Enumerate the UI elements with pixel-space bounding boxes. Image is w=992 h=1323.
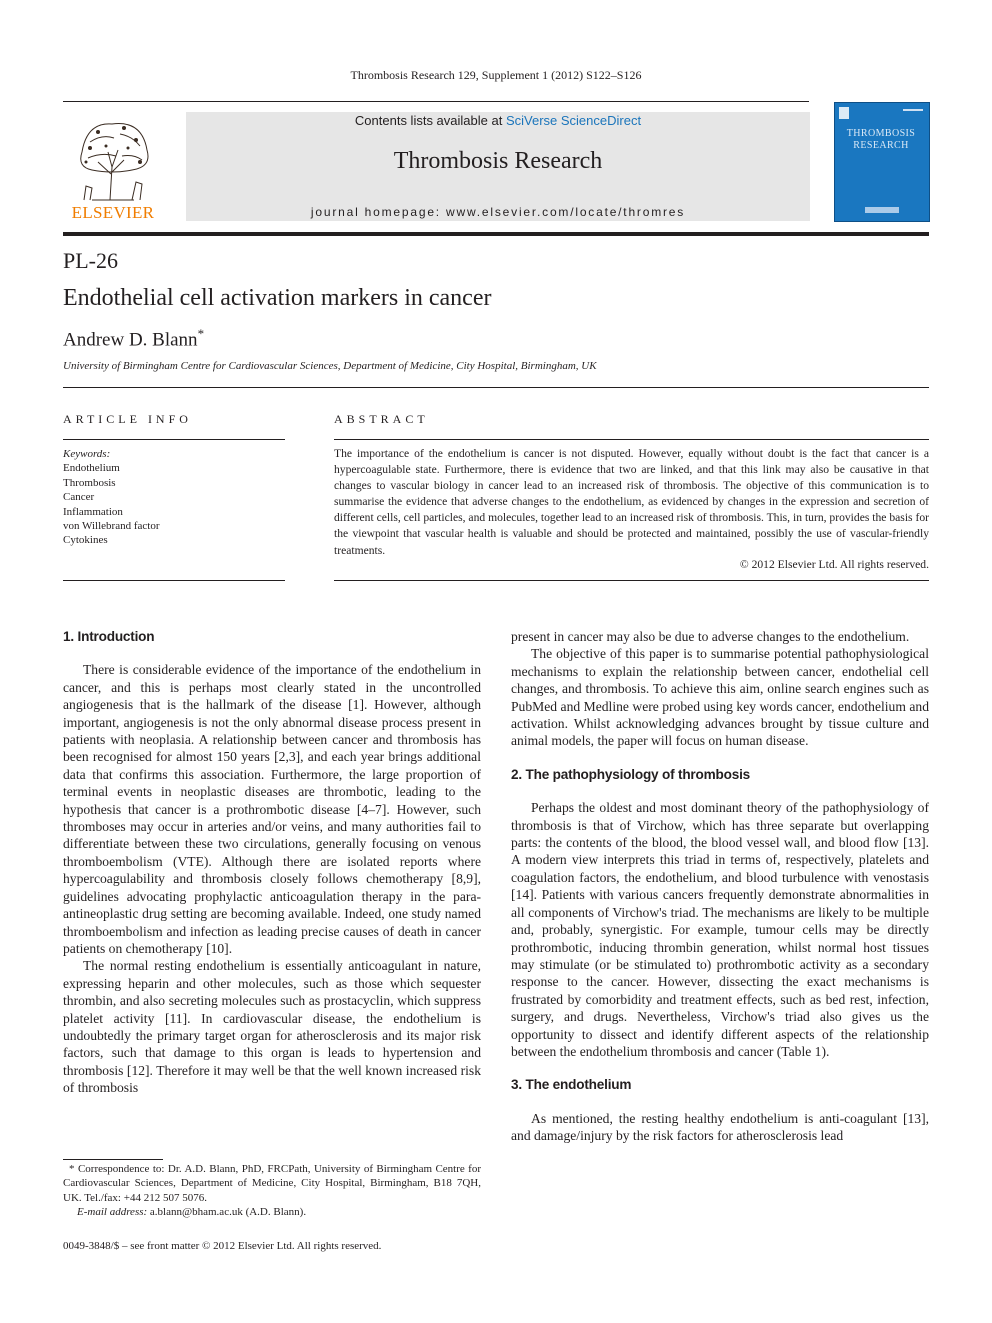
cover-title-line2: RESEARCH [853, 140, 909, 151]
correspondence-text: Correspondence to: Dr. A.D. Blann, PhD, FRCPath, University of Birmingham Centre for Cardiovascular Sciences, Department of Medicine, City Hospital, Birmingham, B18 7QH, UK. Tel./fax: +44 212 507 5076. [63, 1163, 482, 1204]
paragraph: The normal resting endothelium is essentially anticoagulant in nature, expressing heparin and other molecules, such as those which sequester thrombin, and also secreting molecules such as prostacyclin, which suppress platelet activity [11]. In cardiovascular disease, the endothelium is undoubtedly the primary target organ for atherosclerosis and its major risk factors, such that damage to this organ is leads to hypertension and thrombosis [12]. Therefore it may well be that the well known increased risk of thrombosis [63, 958, 481, 1096]
section-heading-introduction: 1. Introduction [63, 629, 155, 644]
journal-cover-image [834, 102, 930, 222]
email-address[interactable]: a.blann@bham.ac.uk (A.D. Blann). [149, 1206, 307, 1219]
journal-name: Thrombosis Research [393, 148, 603, 174]
paragraph: The objective of this paper is to summarise potential pathophysiological mechanisms to explain the relationship between cancer, endothelial cell changes, and thrombosis. To achieve this aim, online search engines such as PubMed and Medline were probed using key words cancer, endothelium and activation. Whilst acknowledging advances brought by tissue culture and animal models, the paper will focus on human disease. [511, 646, 929, 749]
author-affiliation: University of Birmingham Centre for Cardiovascular Sciences, Department of Medicine, City Hospital, Birmingham, UK [63, 360, 597, 372]
keywords-label: Keywords: [63, 448, 111, 460]
section-heading-pathophysiology: 2. The pathophysiology of thrombosis [511, 766, 751, 782]
keyword-item: Cancer [63, 491, 95, 504]
keywords-block [63, 447, 160, 548]
correspondence-footnote [63, 1162, 481, 1220]
cover-decoration [835, 103, 929, 221]
article-code: PL-26 [63, 248, 118, 273]
keyword-item: Endothelium [63, 462, 120, 475]
footnote-mark: * [69, 1163, 75, 1175]
keyword-item: Thrombosis [63, 476, 116, 489]
abstract-copyright: © 2012 Elsevier Ltd. All rights reserved. [739, 558, 929, 571]
keyword-item: von Willebrand factor [63, 520, 160, 533]
cover-title-line1: THROMBOSIS [846, 128, 916, 139]
keyword-item: Cytokines [63, 534, 108, 547]
article-info-heading: ARTICLE INFO [63, 412, 192, 426]
paragraph: As mentioned, the resting healthy endothelium is anti-coagulant [13], and damage/injury by the risk factors for atherosclerosis lead [511, 1110, 929, 1144]
article-info-rule-top [63, 439, 285, 440]
abstract-heading: ABSTRACT [334, 412, 429, 426]
front-matter-line: 0049-3848/$ – see front matter © 2012 Elsevier Ltd. All rights reserved. [63, 1240, 382, 1252]
running-head: Thrombosis Research 129, Supplement 1 (2012) S122–S126 [350, 68, 642, 82]
elsevier-wordmark: ELSEVIER [71, 203, 155, 222]
masthead-thick-rule [63, 232, 929, 236]
author-footnote-mark[interactable]: * [197, 326, 205, 341]
paragraph-continued: present in cancer may also be due to adverse changes to the endothelium. [511, 629, 910, 644]
keyword-item: Inflammation [63, 505, 123, 518]
affiliation-rule [63, 387, 929, 388]
abstract-rule-top [334, 439, 929, 440]
cover-title [834, 128, 928, 152]
author-name: Andrew D. Blann [63, 329, 198, 351]
article-title: Endothelial cell activation markers in cancer [63, 285, 492, 311]
abstract-rule-bottom [334, 580, 929, 581]
header-rule [63, 101, 809, 102]
contents-availability [186, 113, 810, 128]
abstract-text: The importance of the endothelium is cancer is not disputed. However, equally without doubt is the fact that cancer is a hypercoagulable state. Furthermore, there is evidence that two are linked, and that this link may also be causative in that changes to vascular biology in cancer lead to an increased risk of thrombosis. The objective of this communication is to summarise the evidence that adverse changes to the endothelium, as evidenced by changes in the expression and secretion of different cells, cell particles, and molecules, together lead to an increased risk of thrombosis. This, in turn, provides the basis for the viewpoint that vascular health is valuable and should be protected and maintained, possibly the use of vascular-friendly treatments. [334, 447, 929, 557]
contents-prefix: Contents lists available at [354, 113, 503, 128]
article-info-rule-bottom [63, 580, 285, 581]
paragraph: There is considerable evidence of the importance of the endothelium in cancer, and this is perhaps most clearly stated in the uncontrolled angiogenesis that is the hallmark of the disease [1]. However, although important, angiogenesis is not the only abnormal disease process present in patients with neoplasia. A relationship between cancer and thrombosis has been recognised for almost 150 years [2,3], and each year brings additional data that confirms this association. Furthermore, the large proportion of terminal events in neoplastic diseases are thrombotic, leading to the hypothesis that cancer is a prothrombotic disease [4–7]. However, such thromboses may occur in arteries and/or veins, and many authorities fail to differentiate between these two circulations, generally focusing on venous thromboembolism (VTE). Although there are isolated reports where hypercoagulability and thrombosis closely follows chemotherapy [8,9], guidelines advocating prophylactic anticoagulation therapy in the para-antineoplastic drug setting are becoming available. Indeed, one study named thromboembolism and infection as leading precise causes of death in cancer patients on chemotherapy [10]. [63, 662, 481, 956]
footnote-rule [63, 1159, 163, 1160]
body-column-right [511, 628, 929, 1145]
sciencedirect-link[interactable]: SciVerse ScienceDirect [505, 113, 642, 128]
author-line [63, 326, 204, 351]
paragraph: Perhaps the oldest and most dominant theory of the pathophysiology of thrombosis is that of Virchow, which has three separate but overlapping parts: the contents of the blood, the blood vessel wall, and blood flow [13]. A modern view interprets this triad in terms of, respectively, platelets and coagulation factors, the endothelium, and blood turbulence with venostasis [14]. Patients with various cancers frequently demonstrate abnormalities in all components of Virchow's triad. The mechanisms are likely to be multiple and, probably, synergistic. For example, tumour cells may be directly prothrombotic, inducing thrombin generation, whilst normal host tissues may stimulate (or be stimulated to) prothrombotic activity as a secondary response to the cancer. However, dissecting the exact mechanisms is frustrated by comorbidity and treatment effects, such as bed rest, infection, surgery, and drugs. Nevertheless, Virchow's triad also gives us the opportunity to dissect and identify different aspects of the relationship between the endothelium thrombosis and cancer (Table 1). [511, 800, 929, 1059]
email-label: E-mail address: [77, 1206, 148, 1219]
body-column-left [63, 628, 481, 1097]
section-heading-endothelium: 3. The endothelium [511, 1077, 632, 1093]
journal-homepage[interactable]: journal homepage: www.elsevier.com/locate/thromres [310, 205, 686, 219]
